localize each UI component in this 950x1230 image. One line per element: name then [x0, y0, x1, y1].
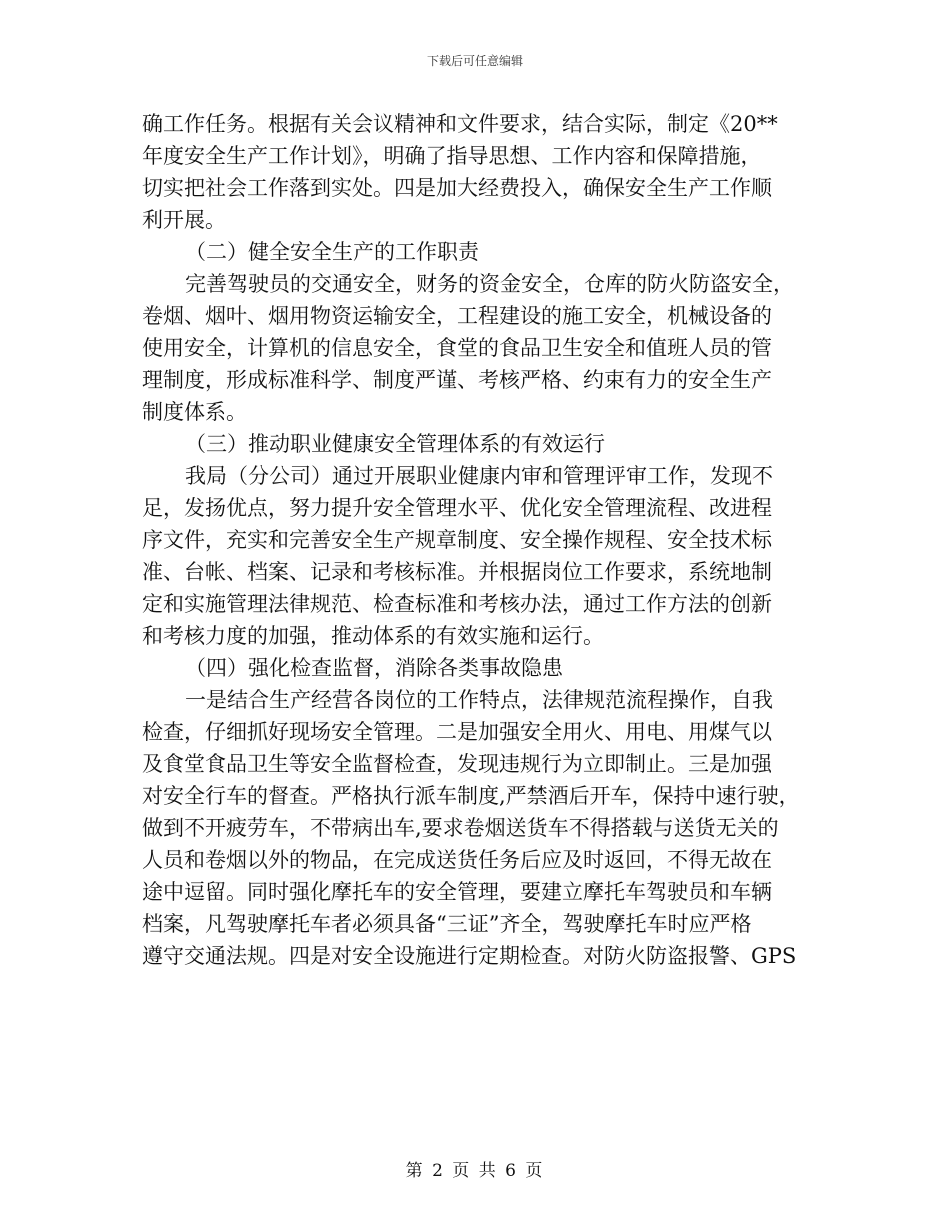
- paragraph-line: 遵守交通法规。四是对安全设施进行定期检查。对防火防盗报警、GPS: [142, 944, 797, 968]
- paragraph-line: 途中逗留。同时强化摩托车的安全管理，要建立摩托车驾驶员和车辆: [142, 880, 772, 904]
- paragraph-line: 完善驾驶员的交通安全，财务的资金安全，仓库的防火防盗安全，: [185, 272, 794, 296]
- paragraph-line: 利开展。: [142, 208, 226, 232]
- paragraph-line: 准、台帐、档案、记录和考核标准。并根据岗位工作要求，系统地制: [142, 560, 772, 584]
- section-heading: （三）推动职业健康安全管理体系的有效运行: [185, 432, 605, 456]
- paragraph-line: 人员和卷烟以外的物品，在完成送货任务后应及时返回，不得无故在: [142, 848, 772, 872]
- paragraph-line: 一是结合生产经营各岗位的工作特点，法律规范流程操作，自我: [185, 688, 773, 712]
- paragraph-line: 切实把社会工作落到实处。四是加大经费投入，确保安全生产工作顺: [142, 176, 772, 200]
- paragraph-line: 年度安全生产工作计划》，明确了指导思想、工作内容和保障措施，: [142, 144, 762, 168]
- document-body: [142, 108, 822, 972]
- paragraph-line: 档案，凡驾驶摩托车者必须具备“三证”齐全，驾驶摩托车时应严格: [142, 912, 752, 936]
- paragraph-line: 定和实施管理法律规范、检查标准和考核办法，通过工作方法的创新: [142, 592, 772, 616]
- section-heading: （四）强化检查监督，消除各类事故隐患: [185, 656, 563, 680]
- paragraph-line: 对安全行车的督查。严格执行派车制度,严禁酒后开车，保持中速行驶，: [142, 784, 800, 808]
- paragraph-line: 卷烟、烟叶、烟用物资运输安全，工程建设的施工安全，机械设备的: [142, 304, 772, 328]
- section-heading: （二）健全安全生产的工作职责: [185, 240, 479, 264]
- paragraph-line: 使用安全，计算机的信息安全，食堂的食品卫生安全和值班人员的管: [142, 336, 772, 360]
- paragraph-line: 检查，仔细抓好现场安全管理。二是加强安全用火、用电、用煤气以: [142, 720, 772, 744]
- paragraph-line: 制度体系。: [142, 400, 247, 424]
- paragraph-line: 序文件，充实和完善安全生产规章制度、安全操作规程、安全技术标: [142, 528, 772, 552]
- paragraph-line: 足，发扬优点，努力提升安全管理水平、优化安全管理流程、改进程: [142, 496, 772, 520]
- paragraph-line: 做到不开疲劳车，不带病出车,要求卷烟送货车不得搭载与送货无关的: [142, 816, 779, 840]
- paragraph-line: 及食堂食品卫生等安全监督检查，发现违规行为立即制止。三是加强: [142, 752, 772, 776]
- paragraph-line: 确工作任务。根据有关会议精神和文件要求，结合实际，制定《20**: [142, 112, 778, 136]
- paragraph-line: 和考核力度的加强，推动体系的有效实施和运行。: [142, 624, 604, 648]
- paragraph-line: 我局（分公司）通过开展职业健康内审和管理评审工作，发现不: [185, 464, 773, 488]
- page-header: 下载后可任意编辑: [426, 54, 523, 68]
- page-number-footer: 第 2 页 共 6 页: [405, 1161, 545, 1181]
- paragraph-line: 理制度，形成标准科学、制度严谨、考核严格、约束有力的安全生产: [142, 368, 772, 392]
